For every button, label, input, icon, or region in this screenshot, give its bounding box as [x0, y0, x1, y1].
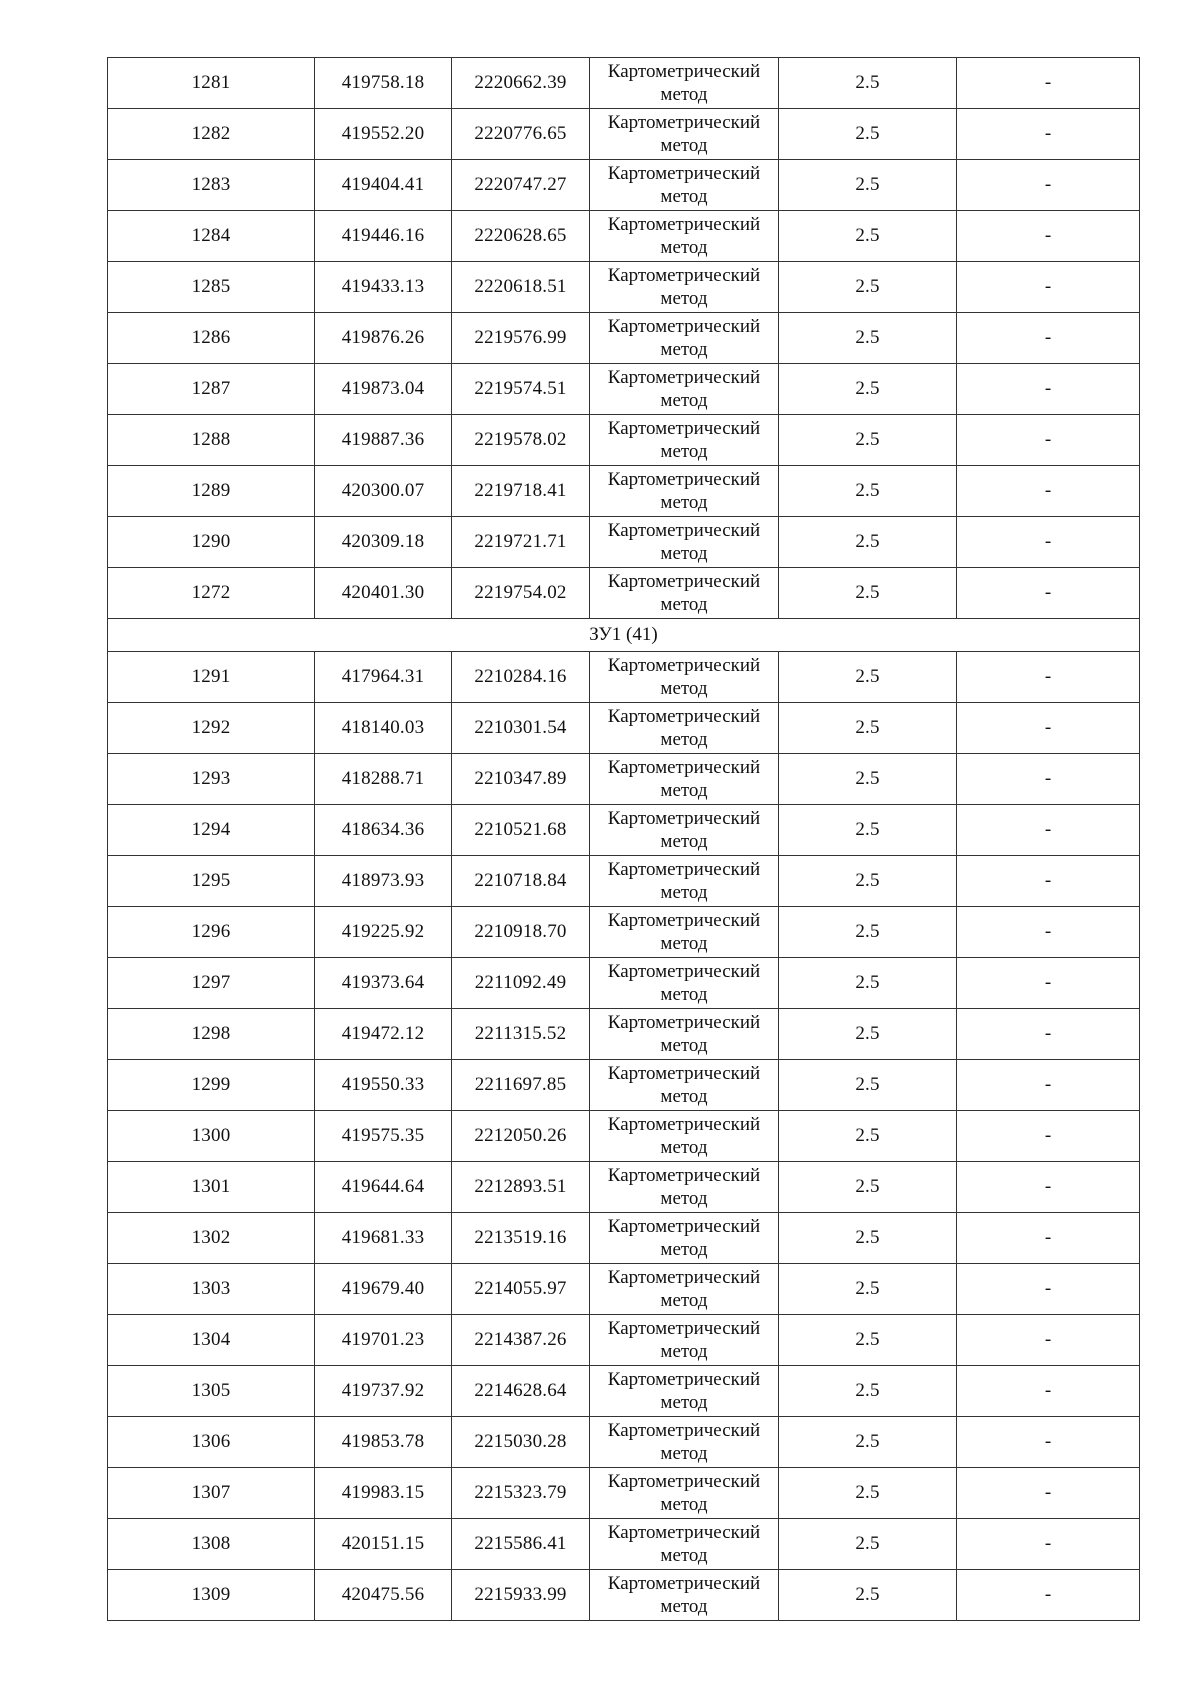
accuracy-cell: 2.5: [779, 1060, 957, 1111]
method-line-1: Картометрический: [607, 961, 761, 982]
method-cell: [590, 1213, 779, 1264]
note-cell: -: [957, 1366, 1140, 1417]
method-line-2: метод: [660, 135, 708, 156]
note-cell: -: [957, 1162, 1140, 1213]
y-coordinate-cell: 2219718.41: [452, 466, 590, 517]
method-line-1: Картометрический: [607, 1573, 761, 1594]
x-coordinate-cell: 420309.18: [315, 517, 452, 568]
coordinates-table-body: [108, 58, 1140, 1621]
method-cell: [590, 517, 779, 568]
x-coordinate-cell: 420300.07: [315, 466, 452, 517]
table-row: [108, 466, 1140, 517]
table-row: [108, 313, 1140, 364]
method-cell: [590, 958, 779, 1009]
table-row: [108, 1213, 1140, 1264]
method-line-1: Картометрический: [607, 706, 761, 727]
note-cell: -: [957, 1315, 1140, 1366]
coordinates-table: [107, 57, 1140, 1621]
method-line-2: метод: [660, 84, 708, 105]
accuracy-cell: 2.5: [779, 568, 957, 619]
method-line-1: Картометрический: [607, 808, 761, 829]
method-line-1: Картометрический: [607, 316, 761, 337]
method-cell: [590, 568, 779, 619]
y-coordinate-cell: 2219578.02: [452, 415, 590, 466]
y-coordinate-cell: 2210918.70: [452, 907, 590, 958]
y-coordinate-cell: 2210347.89: [452, 754, 590, 805]
method-line-1: Картометрический: [607, 1318, 761, 1339]
table-row: [108, 1111, 1140, 1162]
method-line-1: Картометрический: [607, 1114, 761, 1135]
method-line-1: Картометрический: [607, 367, 761, 388]
accuracy-cell: 2.5: [779, 466, 957, 517]
method-line-1: Картометрический: [607, 1369, 761, 1390]
method-cell: [590, 805, 779, 856]
table-row: [108, 1519, 1140, 1570]
method-cell: [590, 415, 779, 466]
note-cell: -: [957, 1060, 1140, 1111]
x-coordinate-cell: 419983.15: [315, 1468, 452, 1519]
point-number-cell: 1293: [108, 754, 315, 805]
method-line-1: Картометрический: [607, 1012, 761, 1033]
method-line-1: Картометрический: [607, 1522, 761, 1543]
x-coordinate-cell: 419404.41: [315, 160, 452, 211]
x-coordinate-cell: 418140.03: [315, 703, 452, 754]
point-number-cell: 1272: [108, 568, 315, 619]
table-row: [108, 58, 1140, 109]
method-line-2: метод: [660, 1137, 708, 1158]
y-coordinate-cell: 2211697.85: [452, 1060, 590, 1111]
point-number-cell: 1289: [108, 466, 315, 517]
method-line-2: метод: [660, 288, 708, 309]
x-coordinate-cell: 420475.56: [315, 1570, 452, 1621]
method-line-2: метод: [660, 1443, 708, 1464]
method-line-2: метод: [660, 882, 708, 903]
method-cell: [590, 262, 779, 313]
x-coordinate-cell: 419701.23: [315, 1315, 452, 1366]
x-coordinate-cell: 419472.12: [315, 1009, 452, 1060]
method-cell: [590, 1570, 779, 1621]
note-cell: -: [957, 703, 1140, 754]
method-line-2: метод: [660, 441, 708, 462]
point-number-cell: 1298: [108, 1009, 315, 1060]
method-line-2: метод: [660, 831, 708, 852]
method-line-2: метод: [660, 1392, 708, 1413]
point-number-cell: 1288: [108, 415, 315, 466]
method-cell: [590, 754, 779, 805]
x-coordinate-cell: 419681.33: [315, 1213, 452, 1264]
method-line-1: Картометрический: [607, 163, 761, 184]
accuracy-cell: 2.5: [779, 364, 957, 415]
method-cell: [590, 652, 779, 703]
note-cell: -: [957, 313, 1140, 364]
method-cell: [590, 703, 779, 754]
accuracy-cell: 2.5: [779, 652, 957, 703]
method-line-2: метод: [660, 1545, 708, 1566]
accuracy-cell: 2.5: [779, 211, 957, 262]
method-line-1: Картометрический: [607, 757, 761, 778]
y-coordinate-cell: 2214628.64: [452, 1366, 590, 1417]
accuracy-cell: 2.5: [779, 805, 957, 856]
accuracy-cell: 2.5: [779, 160, 957, 211]
method-line-2: метод: [660, 729, 708, 750]
note-cell: -: [957, 160, 1140, 211]
x-coordinate-cell: 419446.16: [315, 211, 452, 262]
method-line-1: Картометрический: [607, 859, 761, 880]
note-cell: -: [957, 1519, 1140, 1570]
section-title: ЗУ1 (41): [108, 619, 1140, 652]
method-line-2: метод: [660, 1290, 708, 1311]
method-line-1: Картометрический: [607, 265, 761, 286]
table-row: [108, 1315, 1140, 1366]
table-row: [108, 262, 1140, 313]
method-line-2: метод: [660, 1341, 708, 1362]
accuracy-cell: 2.5: [779, 1519, 957, 1570]
point-number-cell: 1306: [108, 1417, 315, 1468]
note-cell: -: [957, 1111, 1140, 1162]
note-cell: -: [957, 466, 1140, 517]
table-row: [108, 958, 1140, 1009]
method-cell: [590, 1009, 779, 1060]
method-cell: [590, 1417, 779, 1468]
point-number-cell: 1283: [108, 160, 315, 211]
y-coordinate-cell: 2219721.71: [452, 517, 590, 568]
point-number-cell: 1309: [108, 1570, 315, 1621]
method-cell: [590, 1519, 779, 1570]
y-coordinate-cell: 2211092.49: [452, 958, 590, 1009]
method-line-2: метод: [660, 984, 708, 1005]
accuracy-cell: 2.5: [779, 856, 957, 907]
method-line-2: метод: [660, 933, 708, 954]
method-cell: [590, 1264, 779, 1315]
accuracy-cell: 2.5: [779, 1009, 957, 1060]
table-row: [108, 364, 1140, 415]
method-cell: [590, 1366, 779, 1417]
method-cell: [590, 211, 779, 262]
accuracy-cell: 2.5: [779, 1366, 957, 1417]
point-number-cell: 1291: [108, 652, 315, 703]
point-number-cell: 1282: [108, 109, 315, 160]
y-coordinate-cell: 2211315.52: [452, 1009, 590, 1060]
x-coordinate-cell: 420151.15: [315, 1519, 452, 1570]
note-cell: -: [957, 1264, 1140, 1315]
table-row: [108, 1060, 1140, 1111]
note-cell: -: [957, 415, 1140, 466]
table-row: [108, 1366, 1140, 1417]
table-row: [108, 160, 1140, 211]
point-number-cell: 1296: [108, 907, 315, 958]
y-coordinate-cell: 2220628.65: [452, 211, 590, 262]
x-coordinate-cell: 418634.36: [315, 805, 452, 856]
method-line-2: метод: [660, 186, 708, 207]
note-cell: -: [957, 1468, 1140, 1519]
accuracy-cell: 2.5: [779, 58, 957, 109]
point-number-cell: 1290: [108, 517, 315, 568]
method-line-2: метод: [660, 1188, 708, 1209]
method-line-1: Картометрический: [607, 214, 761, 235]
point-number-cell: 1308: [108, 1519, 315, 1570]
point-number-cell: 1287: [108, 364, 315, 415]
accuracy-cell: 2.5: [779, 1570, 957, 1621]
y-coordinate-cell: 2210301.54: [452, 703, 590, 754]
y-coordinate-cell: 2210284.16: [452, 652, 590, 703]
method-line-1: Картометрический: [607, 1267, 761, 1288]
x-coordinate-cell: 419550.33: [315, 1060, 452, 1111]
method-cell: [590, 313, 779, 364]
note-cell: -: [957, 364, 1140, 415]
method-line-1: Картометрический: [607, 655, 761, 676]
y-coordinate-cell: 2220618.51: [452, 262, 590, 313]
point-number-cell: 1286: [108, 313, 315, 364]
method-line-1: Картометрический: [607, 112, 761, 133]
method-cell: [590, 466, 779, 517]
accuracy-cell: 2.5: [779, 907, 957, 958]
table-row: [108, 568, 1140, 619]
y-coordinate-cell: 2213519.16: [452, 1213, 590, 1264]
x-coordinate-cell: 419737.92: [315, 1366, 452, 1417]
y-coordinate-cell: 2214387.26: [452, 1315, 590, 1366]
point-number-cell: 1307: [108, 1468, 315, 1519]
x-coordinate-cell: 419225.92: [315, 907, 452, 958]
accuracy-cell: 2.5: [779, 1213, 957, 1264]
table-row: [108, 109, 1140, 160]
note-cell: -: [957, 805, 1140, 856]
method-line-1: Картометрический: [607, 910, 761, 931]
point-number-cell: 1304: [108, 1315, 315, 1366]
x-coordinate-cell: 419644.64: [315, 1162, 452, 1213]
method-line-1: Картометрический: [607, 61, 761, 82]
x-coordinate-cell: 419679.40: [315, 1264, 452, 1315]
note-cell: -: [957, 109, 1140, 160]
method-line-2: метод: [660, 543, 708, 564]
y-coordinate-cell: 2214055.97: [452, 1264, 590, 1315]
accuracy-cell: 2.5: [779, 1162, 957, 1213]
method-line-1: Картометрический: [607, 1216, 761, 1237]
point-number-cell: 1295: [108, 856, 315, 907]
method-line-2: метод: [660, 492, 708, 513]
method-line-2: метод: [660, 1494, 708, 1515]
y-coordinate-cell: 2220747.27: [452, 160, 590, 211]
method-line-2: метод: [660, 339, 708, 360]
method-line-2: метод: [660, 1596, 708, 1617]
method-line-2: метод: [660, 390, 708, 411]
y-coordinate-cell: 2219574.51: [452, 364, 590, 415]
method-cell: [590, 1468, 779, 1519]
table-row: [108, 652, 1140, 703]
point-number-cell: 1297: [108, 958, 315, 1009]
note-cell: -: [957, 58, 1140, 109]
method-cell: [590, 1111, 779, 1162]
method-line-2: метод: [660, 237, 708, 258]
y-coordinate-cell: 2210521.68: [452, 805, 590, 856]
y-coordinate-cell: 2215030.28: [452, 1417, 590, 1468]
table-row: [108, 1570, 1140, 1621]
method-line-1: Картометрический: [607, 418, 761, 439]
method-cell: [590, 58, 779, 109]
method-line-2: метод: [660, 678, 708, 699]
note-cell: -: [957, 1417, 1140, 1468]
accuracy-cell: 2.5: [779, 958, 957, 1009]
table-row: [108, 1468, 1140, 1519]
point-number-cell: 1281: [108, 58, 315, 109]
x-coordinate-cell: 419873.04: [315, 364, 452, 415]
x-coordinate-cell: 419433.13: [315, 262, 452, 313]
method-line-1: Картометрический: [607, 1471, 761, 1492]
method-line-2: метод: [660, 1035, 708, 1056]
y-coordinate-cell: 2212050.26: [452, 1111, 590, 1162]
table-row: [108, 1162, 1140, 1213]
y-coordinate-cell: 2215586.41: [452, 1519, 590, 1570]
note-cell: -: [957, 262, 1140, 313]
accuracy-cell: 2.5: [779, 1417, 957, 1468]
note-cell: -: [957, 856, 1140, 907]
point-number-cell: 1292: [108, 703, 315, 754]
x-coordinate-cell: 419373.64: [315, 958, 452, 1009]
accuracy-cell: 2.5: [779, 262, 957, 313]
method-cell: [590, 109, 779, 160]
table-row: [108, 856, 1140, 907]
accuracy-cell: 2.5: [779, 313, 957, 364]
point-number-cell: 1294: [108, 805, 315, 856]
table-row: [108, 805, 1140, 856]
table-row: [108, 211, 1140, 262]
y-coordinate-cell: 2219576.99: [452, 313, 590, 364]
method-cell: [590, 160, 779, 211]
note-cell: -: [957, 907, 1140, 958]
table-row: [108, 415, 1140, 466]
x-coordinate-cell: 419853.78: [315, 1417, 452, 1468]
x-coordinate-cell: 419552.20: [315, 109, 452, 160]
y-coordinate-cell: 2219754.02: [452, 568, 590, 619]
point-number-cell: 1302: [108, 1213, 315, 1264]
y-coordinate-cell: 2212893.51: [452, 1162, 590, 1213]
note-cell: -: [957, 1009, 1140, 1060]
method-line-1: Картометрический: [607, 520, 761, 541]
accuracy-cell: 2.5: [779, 109, 957, 160]
y-coordinate-cell: 2215933.99: [452, 1570, 590, 1621]
accuracy-cell: 2.5: [779, 517, 957, 568]
method-line-1: Картометрический: [607, 1165, 761, 1186]
note-cell: -: [957, 568, 1140, 619]
x-coordinate-cell: 419876.26: [315, 313, 452, 364]
table-row: [108, 1264, 1140, 1315]
point-number-cell: 1300: [108, 1111, 315, 1162]
method-line-2: метод: [660, 1239, 708, 1260]
point-number-cell: 1305: [108, 1366, 315, 1417]
point-number-cell: 1301: [108, 1162, 315, 1213]
accuracy-cell: 2.5: [779, 1315, 957, 1366]
point-number-cell: 1303: [108, 1264, 315, 1315]
accuracy-cell: 2.5: [779, 415, 957, 466]
method-line-2: метод: [660, 780, 708, 801]
method-cell: [590, 1315, 779, 1366]
table-row: [108, 703, 1140, 754]
method-line-2: метод: [660, 594, 708, 615]
table-row: [108, 754, 1140, 805]
method-cell: [590, 1060, 779, 1111]
note-cell: -: [957, 1570, 1140, 1621]
y-coordinate-cell: 2215323.79: [452, 1468, 590, 1519]
accuracy-cell: 2.5: [779, 1468, 957, 1519]
accuracy-cell: 2.5: [779, 1111, 957, 1162]
y-coordinate-cell: 2210718.84: [452, 856, 590, 907]
note-cell: -: [957, 754, 1140, 805]
note-cell: -: [957, 652, 1140, 703]
x-coordinate-cell: 419887.36: [315, 415, 452, 466]
y-coordinate-cell: 2220776.65: [452, 109, 590, 160]
point-number-cell: 1285: [108, 262, 315, 313]
table-row: [108, 517, 1140, 568]
x-coordinate-cell: 417964.31: [315, 652, 452, 703]
point-number-cell: 1299: [108, 1060, 315, 1111]
method-cell: [590, 907, 779, 958]
method-line-1: Картометрический: [607, 1420, 761, 1441]
section-header-row: [108, 619, 1140, 652]
note-cell: -: [957, 517, 1140, 568]
method-cell: [590, 1162, 779, 1213]
note-cell: -: [957, 211, 1140, 262]
table-row: [108, 1417, 1140, 1468]
x-coordinate-cell: 418973.93: [315, 856, 452, 907]
accuracy-cell: 2.5: [779, 754, 957, 805]
method-cell: [590, 856, 779, 907]
table-row: [108, 907, 1140, 958]
x-coordinate-cell: 419758.18: [315, 58, 452, 109]
method-line-2: метод: [660, 1086, 708, 1107]
method-line-1: Картометрический: [607, 469, 761, 490]
note-cell: -: [957, 1213, 1140, 1264]
method-cell: [590, 364, 779, 415]
x-coordinate-cell: 419575.35: [315, 1111, 452, 1162]
point-number-cell: 1284: [108, 211, 315, 262]
x-coordinate-cell: 420401.30: [315, 568, 452, 619]
x-coordinate-cell: 418288.71: [315, 754, 452, 805]
method-line-1: Картометрический: [607, 1063, 761, 1084]
method-line-1: Картометрический: [607, 571, 761, 592]
accuracy-cell: 2.5: [779, 703, 957, 754]
accuracy-cell: 2.5: [779, 1264, 957, 1315]
y-coordinate-cell: 2220662.39: [452, 58, 590, 109]
note-cell: -: [957, 958, 1140, 1009]
table-row: [108, 1009, 1140, 1060]
